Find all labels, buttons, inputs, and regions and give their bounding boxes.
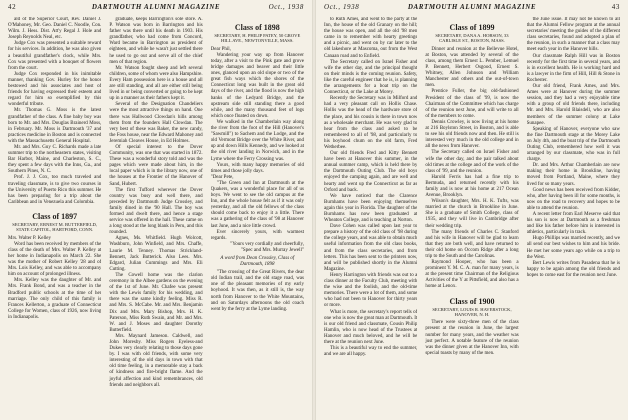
- running-header: [8, 3, 304, 15]
- running-header: [324, 3, 620, 15]
- salutation: "Dear Pete,: [210, 174, 234, 180]
- salutation: Dear Phil,: [210, 46, 231, 52]
- paragraph: Wandering your way up from Hanover today, after a visit to the Pink gate and grove bridge damages and beaver and their little ones, glanced upon an old slope or two of the great fish ways which the shores of the Connecticut long was built in the great old days of the river, and the flood is now the high banks of the Ledyard Bridge, and the upstream side still standing there a good while, and the many thousand feet of logs which once floated on down.: [210, 52, 304, 119]
- paragraph: to Ruth Ames, and went to the party at the Inn, the house of the old Granary on the hill; the house was open, and all the old '98 men came in to remember with hearty greetings and a picnic, and went on by car later to the old lakeshore at Mascoma, out from the West Canaan road and to Enfield.: [324, 17, 418, 59]
- issue-date: Oct., 1938: [324, 3, 360, 11]
- paragraph: Yours, with many happy memories of old times and those jolly days.: [210, 162, 304, 174]
- paragraph: Prof. J. J. Cox, too much traveled and traveling classmate, is to give two courses in the University of Puerto Rico this summer. He has been preparing for a trip about the Caribbean and in Venezuela and Colombia.: [8, 175, 102, 205]
- paragraph: Raymond Hooper, who has been a prominent Y. M. C. A. man for many years, is at the present time Chairman of the Religious Activities of the Y at Pittsfield, and also has a home at Lenox.: [425, 260, 519, 290]
- paragraph: Judge Cox responded in his inimitable manner, thanking Gov. Hurley for the honor bestowed and his associates and host of friends for having expressed their esteem and regard for him so exemplified by this wonderful tribute.: [8, 71, 102, 108]
- signature: "Spec and Mrs. Murray Jewell": [240, 247, 304, 253]
- paragraph: This is a beautiful way to end the summer, and we are all happy.: [324, 346, 418, 358]
- paragraph: Hugo Phillips was married recently, and we all send our best wishes to him and his bride. He met her some years ago while on a trip to the West.: [526, 236, 620, 260]
- paragraph: Mrs. Maynard Jameson. Caldwell, and John Moresby. Miss Rogers Eyeless-and Dukes very clearly relating to those days gone by. I was with old friends, with some very interesting of the old days in town with that old time feeling, in a memorable stay a back of kindness and fire-bright flame. And the joyful affection and kind remembrances, old friends and neighbors all.: [109, 333, 203, 388]
- signature: "Yours very cordially and cheerfully,: [230, 241, 304, 247]
- secretary-line: SECRETARY, H. PHILIP PATEY, 50 GROVE HILL AVE., NEWTONVILLE, MASS.: [214, 33, 301, 44]
- paragraph: Of special interest to the Dover Community, was one that was started in 1872. These was a wonderful story told and was the pages which were made about him, in the local paper which is in the library now, one of the houses at the Frontier of the Hanover of Sand, Hubert.: [109, 144, 203, 187]
- paragraph: Dave Cohen was called upon last year to prepare a history of the old class of '98 during the college years, and was able to obtain much useful information from the old class books, and from the class secretaries, and from letters. This has been sent to the printers now, and will be published shortly in the Alumni Magazine.: [324, 224, 418, 272]
- paragraph: The many friends of Charles C. Stanford and his wife in Hanover will be glad to learn that they are both well, and have returned to their old home on Occom Ridge after a long trip to the South and the Carolinas.: [425, 229, 519, 259]
- paragraph: Mr. and Mrs. Guy C. Richards made a late summer trip to the northeastern states, visiting Bar Harbor, Maine, and Charleston, S. C., they spent a few days with the Inns, Ga., and Southern Pines, N. C.: [8, 144, 102, 175]
- class-heading: Class of 1898: [234, 23, 280, 32]
- paragraph: The Cowell home was the clarion ceremony in the Albee gardens on the evening of the 1st of June. Mr. Chafee was present with the Lewis family for his wedding, and there was the same kindly feeling. Miss R. and Mrs. S. McCabe. Mr. and Mrs. Benjamin Dix and Mrs. Mary Bishop, Mrs. H. K. Paterson, Miss Ruth Swain, and Mr. and Mrs. W. and J. Moses and daughter Dorothy Butterfield.: [109, 272, 203, 333]
- paragraph: ald of the Superior Court, Rev. Daniel J. O'Mahoney, Mr. Geo. Daniel C. Noodle, Con. Wilm. J. Hess. Dist. Att'y Regal J. Hole and Joseph Reynolds Neal, etc.: [8, 17, 102, 41]
- paragraph: Harold Ferris has had a fine trip to Bermuda, and returned recently with his family and is now at his home at 217 Ocean Avenue, Brooklyn.: [425, 174, 519, 199]
- paragraph: Henry Harrington with friends was out to a class dinner at the Faculty Club, meeting with the wise and the foolish, and the old-time memories. There were a lot of them, and some who had not been to Hanover for thirty years or more.: [324, 272, 418, 309]
- paragraph: The Secretary called on Israel Fisher and wife the other day, and the principal thought on their minds is the coming reunion. Safety, like the careful engineer that he is, is planning the arrangements for a boat trip on the Connecticut, or the Lake at Morey.: [324, 59, 418, 96]
- page-number: 43: [611, 3, 620, 11]
- paragraph: The first Tufford wherever the Dover country was busy and well there, and preceded by Dartmouth Judge Crossley, and family dined in the '90 Hall. The boy was formed and dwelt there, and hence a stage service was offered in the hall. These came on a long stood at the long blank in Peru, and this rounded.: [109, 187, 203, 236]
- secretary-line: SECRETARY, DANA A. HOBSON, 33 CARLISLE ST., BOSTON, MASS.: [435, 33, 509, 44]
- paragraph: "The crossing of the Great Rivers, the dear old Indian trail, and the old stage road, was one of the pleasant memories of my early boyhood. It was then, as it still is, the way north from Hanover to the White Mountains, and on Saturdays afternoons the old coach went by the ferry at the Lyme landing.: [210, 270, 304, 312]
- class-heading: Class of 1900: [449, 296, 495, 306]
- class-heading: Class of 1899: [449, 23, 495, 32]
- paragraph: Mr. Watson fought sheep and left several children, some of whom were also Hampshire. Every Ham possession here is a house and all are still standing, and all are either still being lived in or being converted or going to be kept up in a manner as their fathers kept it.: [109, 65, 203, 102]
- paragraph: There were sixty-three men of the class present at the reunion in June, the largest number for many years, and the weather was just perfect. A notable feature of the reunion was the dinner given at the Hanover Inn, with special toasts by many of the men.: [425, 320, 519, 356]
- paragraph: Agnes, Ms. Whitfield. Hugh Wolcott, Washburn, John Winfield, and Mrs. Chaffe, Laurie M. Tenney. Thomas Strickland-Bennett, Jack Butterick. Also Lees. Mrs. Edgard, Julian Cummings and Mrs. Eli Cutting.: [109, 236, 203, 272]
- paragraph: Dr. and Mrs. Arthur Chamberlain are now making their home in Brookline, having moved from Portland, Maine, where they lived for so many years.: [526, 163, 620, 187]
- paragraph: We have noticed that the Clarence Burnhams have been enjoying themselves again this year in Florida. The daughter of the Burnhams has now been graduated at Wheaton College, and is teaching at Norton.: [324, 193, 418, 224]
- paragraph: the June issue. It may not be known to all that the Alumni Fellow program at the annual secretaries' meeting the guides of the different class secretaries, found and adopted a plan of the reunion, in such a manner that a class may meet each year in the Hanover hills.: [526, 17, 620, 53]
- paragraph: Our classmate Ralph Hill was in Boston recently for the first time in several years, and is in excellent health. He is working hard and is a lawyer in the firm of Hill, Hill & Stone in Rochester.: [526, 53, 620, 83]
- italic-note: A word from Dean Crossley, Class of Dartmouth, 1898: [220, 256, 295, 268]
- column-2: [425, 17, 518, 416]
- column-3: [527, 17, 620, 416]
- paragraph: Wilson's daughter, Mrs. H. K. Tufts, was married at the church in Brookline in June. She is a graduate of Smith College, class of 1935, and they will live in Cambridge after their wedding trip.: [425, 199, 519, 229]
- column-1: [324, 17, 417, 416]
- paragraph: Dinner and reunion at the Bellevue Hotel, at Boston, was attended by several of the class, among them Ernest L. Pember, Lemuel P. Bennett, Herbert Osgood, Ernest S. Whitney, Allen Johnson and William Manchester and others and the out-of-town men.: [425, 46, 519, 89]
- running-title: DARTMOUTH ALUMNI MAGAZINE: [407, 3, 537, 11]
- paragraph: What is more, the secretary's report tells of one who is now the great man at Dartmouth. It is our old friend and classmate, Cousin Philip Hamlin, who is now head of the Trustees at Hanover and much beloved, and he will be there at the reunion next June.: [324, 309, 418, 345]
- paragraph: Our old friends Fred and Kitty Bennett have been at Hanover this summer, in the annual summer camp, which is held there by the Dartmouth Outing Club. The old boys enjoyed the camping again, and are well and hearty and went up the Connecticut as far as Orford and back.: [324, 151, 418, 193]
- text-columns: [324, 17, 620, 416]
- paragraph: Prentice Fuller, the big old-fashioned President of the class of '99, is now the Chairman of the Committee which has charge of the reunion next June, and will write to all of the members to come.: [425, 89, 519, 119]
- paragraph: Speaking of Hanover, everyone who saw the fine Dartmouth stage at the Morey Lake on July 4th, and the boat trip of the Dartmouth Outing Club, remembered how well it was arranged by our classmate, who was in full charge.: [526, 126, 620, 163]
- paragraph: graduate, keeps Barrington's sole store. A. P. Watson was born in Barrington and his father was there until his death in 1903. His grandfather, who had come from Concord, Ward became in Barrington as president of eighteen, and while he wasn't just settled there he used to go out and serve all of the chief men of that region.: [109, 17, 203, 65]
- paragraph: The Secretary called on Israel Fisher and wife the other day, and the pair talked about old times at the college and of the work of the class of '99, and the reunion.: [425, 150, 519, 174]
- class-heading: Class of 1897: [32, 211, 78, 221]
- paragraph: Good news has been received from Kidder, who, after having been ill for some months, is now on the road to recovery and hopes to be able to attend the reunion.: [526, 187, 620, 211]
- paragraph: A recent letter from Earl Meserve said that his son is now at Dartmouth as a freshman and like his father before him is interested in athletics, particularly in track.: [526, 212, 620, 236]
- page-number: 42: [8, 3, 17, 11]
- secretary-line: SECRETARY, ERNEST M. BUTTERFIELD, STATE CAPITOL, HARTFORD, CONN.: [12, 221, 98, 233]
- paragraph: Mr. Thomas G. Moss is the latest grandfather of the class. A fine baby boy was born to Mr. and Mrs. Douglas Brainerd Moss, in February. Mr. Moss is Dartmouth '37 and practices medicine in Boston and is connected with the Massachusetts General Hospital.: [8, 108, 102, 144]
- column-1: [8, 17, 101, 416]
- paragraph: Mrs. Kelley was the daughter of Mr. and Mrs. Frank Bond, and was a teacher in the Bradford public schools at the time of her marriage. The only child of this family is Frances Kellerton, a graduate of Connecticut College for Women, class of 1926, now living in Indianapolis.: [8, 278, 102, 320]
- paragraph: Judge Cox was presented a suitable reward for his services. In addition, he was also given a beautiful grandfather's clock, while Mrs. Cox was presented with a bouquet of flowers from the court.: [8, 41, 102, 71]
- paragraph: "The Green and Inn at Dartmouth at the Quakers, was a wonderful place for all of us boys. We went to see the old campus at the Inn, and the whole house felt as if it was only yesterday, and all the old fellows of the class should come back to enjoy it a little. There was a gathering of the class of '98 at Hanover last June, and a nice little crowd.: [210, 180, 304, 229]
- paragraph: Recently the Secretary was in Milford and had a very pleasant call on Hollis Chase. Hollis was the head of the hardware store of the place, and his cousin is there in town now as a wholesale merchant. He was very glad to hear from the class and asked to be remembered to all of '98, and particularly to his boyhood chum on the old farm, Fred Wetherbee.: [324, 96, 418, 150]
- left-page: [0, 0, 312, 420]
- right-page: [316, 0, 628, 420]
- paragraph: Several of the Designation Chandeliers were the most attractive things on hand. One there was Hallwood Clowdan's hills among them from the founders Hall Clowdan. The very best of these was Baker, the new candy, the Foss house, near the Edward Mahoney and Jeremiah Cleaves House, in Ed Holmes.: [109, 102, 203, 144]
- paragraph: Word has been received by members of the class of the death of Mrs. Walter P. Kelley at her home in Indianapolis on March 22. She was the mother of Robert Kelley '28 and of Mrs. Lois Kelley, and was able to accompany him on account of prolonged illness.: [8, 241, 102, 278]
- paragraph: Bert Lewis writes from Pasadena that he is happy to be again among the old friends and hopes to come east for the reunion next June.: [526, 260, 620, 278]
- paragraph: Dennis Crowley, is now living at his home at 216 Boylston Street, in Boston, and is able to see his old friends now and then. He still is interested very much in the old college and in all the news from Hanover.: [425, 119, 519, 150]
- column-2: [109, 17, 202, 416]
- issue-date: Oct., 1938: [268, 3, 304, 11]
- subheading: Mrs. Walter P. Kelley: [8, 235, 51, 241]
- secretary-line: SECRETARY, LOUIS R. HAVERSTOCK, HANOVER, N. H.: [432, 306, 512, 317]
- paragraph: We walked in the Chamberlain way along the river from the foot of the Hill (Hanover's "Sawmill") to Sachem and the Lodge, and the old Vermont Bridge over the White River, and up and down Hills Kennedy, and we looked at the old river landing in Norwich, and in the Lyme where the Ferry Crossing was.: [210, 119, 304, 162]
- column-3: [211, 17, 304, 416]
- text-columns: [8, 17, 304, 416]
- paragraph: Ever sincerely yours, with warmest regards.: [210, 229, 304, 241]
- running-title: DARTMOUTH ALUMNI MAGAZINE: [91, 3, 221, 11]
- paragraph: Our old friend, Frank Ames, and Mrs. Ames were at Hanover during the summer session, and they had a very enjoyable time with a group of old friends there, including Mr. and Mrs. Harold Blaisdell, who are also members of the summer colony at Lake Sunapee.: [526, 84, 620, 126]
